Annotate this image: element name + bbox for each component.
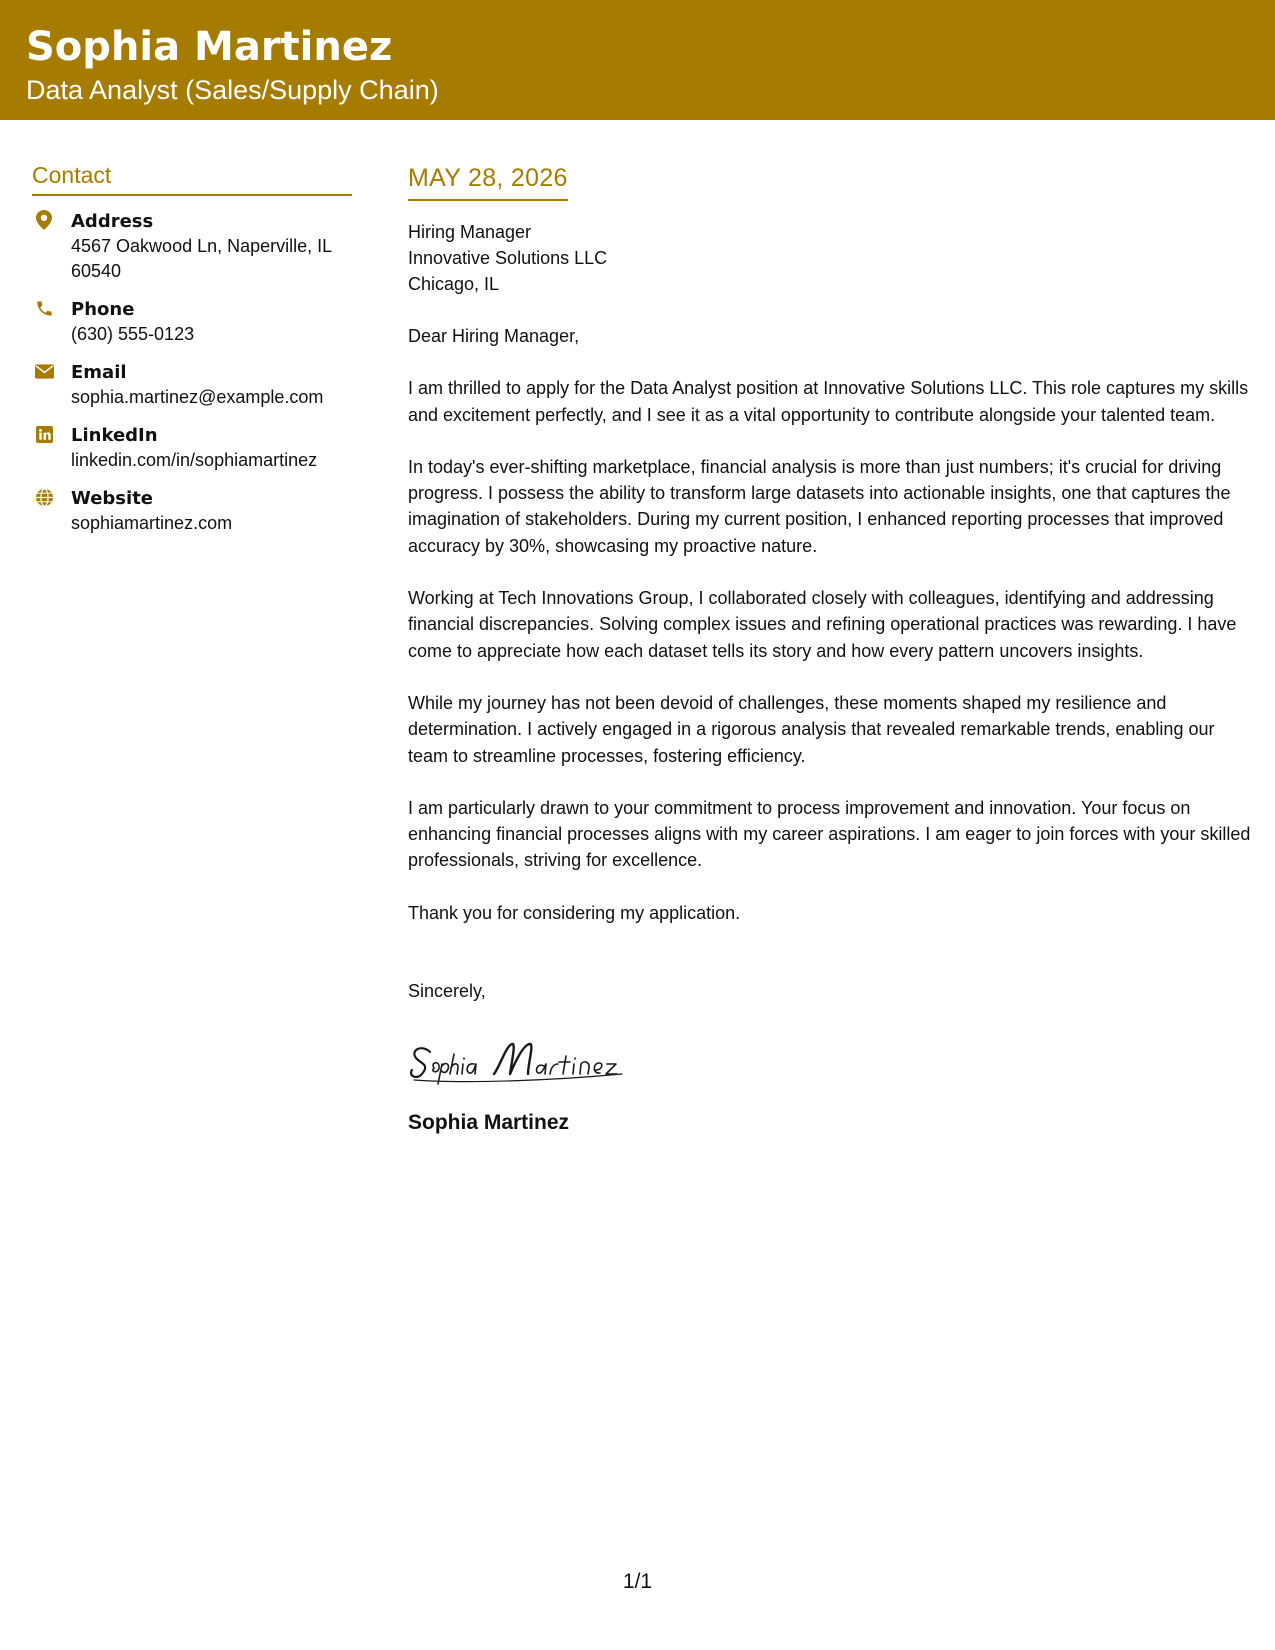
letter-closing: Sincerely, [408, 981, 486, 1002]
contact-item-phone [32, 298, 352, 347]
contact-label: Website [71, 488, 154, 509]
letter-paragraph: While my journey has not been devoid of challenges, these moments shaped my resilience and determination. I actively engaged in a rigorous analysis that revealed remarkable trends, enabling our team to streamline processes, fostering efficiency. [408, 692, 1215, 766]
letter-body [408, 164, 1253, 1137]
contact-label: Phone [71, 299, 135, 320]
linkedin-icon [34, 424, 54, 444]
header-banner [0, 0, 1275, 120]
envelope-icon [34, 361, 54, 381]
phone-icon [34, 298, 54, 318]
globe-icon [34, 487, 54, 507]
letter-date: MAY 28, 2026 [408, 164, 568, 201]
letter-paragraph: Thank you for considering my application. [408, 902, 741, 923]
recipient-title: Hiring Manager [408, 222, 532, 242]
contact-label: Address [71, 211, 154, 232]
letter-paragraph: Working at Tech Innovations Group, I collaborated closely with colleagues, identifying and addressing financial discrepancies. Solving complex issues and refining operational practices was rewarding. I have come to appreciate how each dataset tells its story and how every pattern uncovers insights. [408, 588, 1237, 661]
recipient-company: Innovative Solutions LLC [408, 248, 608, 268]
contact-value: linkedin.com/in/sophiamartinez [71, 450, 318, 470]
contact-item-address [32, 210, 352, 284]
letter-paragraph: I am thrilled to apply for the Data Analyst position at Innovative Solutions LLC. This role captures my skills and excitement perfectly, and I see it as a vital opportunity to contribute alongside your talented team. [408, 378, 1249, 425]
contact-value: (630) 555-0123 [71, 324, 195, 344]
contact-item-email [32, 361, 352, 410]
signer-name: Sophia Martinez [408, 1111, 570, 1135]
contact-item-website [32, 487, 352, 536]
contact-label: Email [71, 362, 127, 383]
letter-paragraph: I am particularly drawn to your commitment to process improvement and innovation. Your focus on enhancing financial processes aligns with my career aspirations. I am eager to join forces with your skilled professionals, striving for excellence. [408, 797, 1251, 871]
contact-value: sophiamartinez.com [71, 513, 233, 533]
recipient-block [408, 219, 1253, 297]
candidate-role: Data Analyst (Sales/Supply Chain) [26, 75, 439, 105]
recipient-location: Chicago, IL [408, 274, 500, 294]
contact-sidebar [32, 162, 352, 550]
contact-item-linkedin [32, 424, 352, 473]
handwritten-signature [408, 1030, 678, 1090]
map-pin-icon [34, 210, 54, 230]
contact-value: 4567 Oakwood Ln, Naperville, IL 60540 [71, 236, 332, 281]
letter-greeting: Dear Hiring Manager, [408, 326, 580, 346]
page-number: 1/1 [622, 1570, 653, 1593]
contact-label: LinkedIn [71, 425, 158, 446]
letter-paragraph: In today's ever-shifting marketplace, financial analysis is more than just numbers; it's crucial for driving progress. I possess the ability to transform large datasets into actionable insights, one that captures the imagination of stakeholders. During my current position, I enhanced reporting processes that improved accuracy by 30%, showcasing my proactive nature. [408, 456, 1231, 556]
candidate-name: Sophia Martinez [26, 24, 393, 70]
contact-value: sophia.martinez@example.com [71, 387, 324, 407]
contact-section-title: Contact [32, 162, 352, 196]
